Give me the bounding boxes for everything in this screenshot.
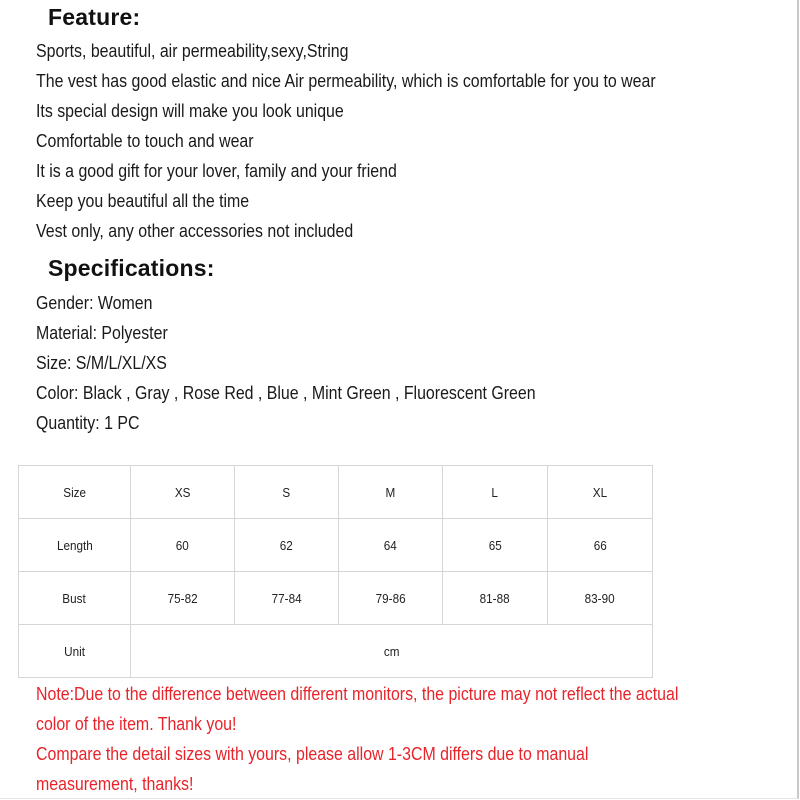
note-monitor-line-2: color of the item. Thank you! <box>36 713 237 734</box>
spec-quantity: Quantity: 1 PC <box>36 412 140 433</box>
specifications-heading: Specifications: <box>48 255 215 281</box>
table-row-unit <box>19 625 653 678</box>
table-cell: 62 <box>235 519 339 572</box>
table-cell: 60 <box>131 519 235 572</box>
feature-line: Vest only, any other accessories not included <box>36 220 354 241</box>
table-cell: 66 <box>548 519 653 572</box>
table-cell: XS <box>131 466 235 519</box>
table-cell: 81-88 <box>443 572 548 625</box>
note-measurement-line-2: measurement, thanks! <box>36 773 194 794</box>
feature-line: Its special design will make you look unique <box>36 100 344 121</box>
feature-heading: Feature: <box>48 4 141 30</box>
feature-line: It is a good gift for your lover, family and your friend <box>36 160 397 181</box>
table-cell: Bust <box>19 572 131 625</box>
spec-size: Size: S/M/L/XL/XS <box>36 352 167 373</box>
feature-line: Sports, beautiful, air permeability,sexy,String <box>36 40 349 61</box>
table-cell: L <box>443 466 548 519</box>
feature-line: Keep you beautiful all the time <box>36 190 250 211</box>
table-cell: 64 <box>339 519 443 572</box>
spec-color: Color: Black , Gray , Rose Red , Blue , Mint Green , Fluorescent Green <box>36 382 536 403</box>
feature-line: The vest has good elastic and nice Air permeability, which is comfortable for you to wear <box>36 70 656 91</box>
table-cell: 75-82 <box>131 572 235 625</box>
table-cell: S <box>235 466 339 519</box>
table-cell: Size <box>19 466 131 519</box>
table-header-row <box>19 466 653 519</box>
unit-value-cell: cm <box>131 625 653 678</box>
table-cell: M <box>339 466 443 519</box>
table-cell: 77-84 <box>235 572 339 625</box>
table-cell: Length <box>19 519 131 572</box>
spec-material: Material: Polyester <box>36 322 168 343</box>
size-chart-table <box>18 465 653 678</box>
table-row <box>19 572 653 625</box>
note-measurement-line-1: Compare the detail sizes with yours, please allow 1-3CM differs due to manual <box>36 743 589 764</box>
table-cell: Unit <box>19 625 131 678</box>
note-monitor-line-1: Note:Due to the difference between different monitors, the picture may not reflect the actual <box>36 683 679 704</box>
table-cell: 79-86 <box>339 572 443 625</box>
table-row <box>19 519 653 572</box>
table-cell: XL <box>548 466 653 519</box>
feature-line: Comfortable to touch and wear <box>36 130 254 151</box>
table-cell: 83-90 <box>548 572 653 625</box>
table-cell: 65 <box>443 519 548 572</box>
spec-gender: Gender: Women <box>36 292 153 313</box>
